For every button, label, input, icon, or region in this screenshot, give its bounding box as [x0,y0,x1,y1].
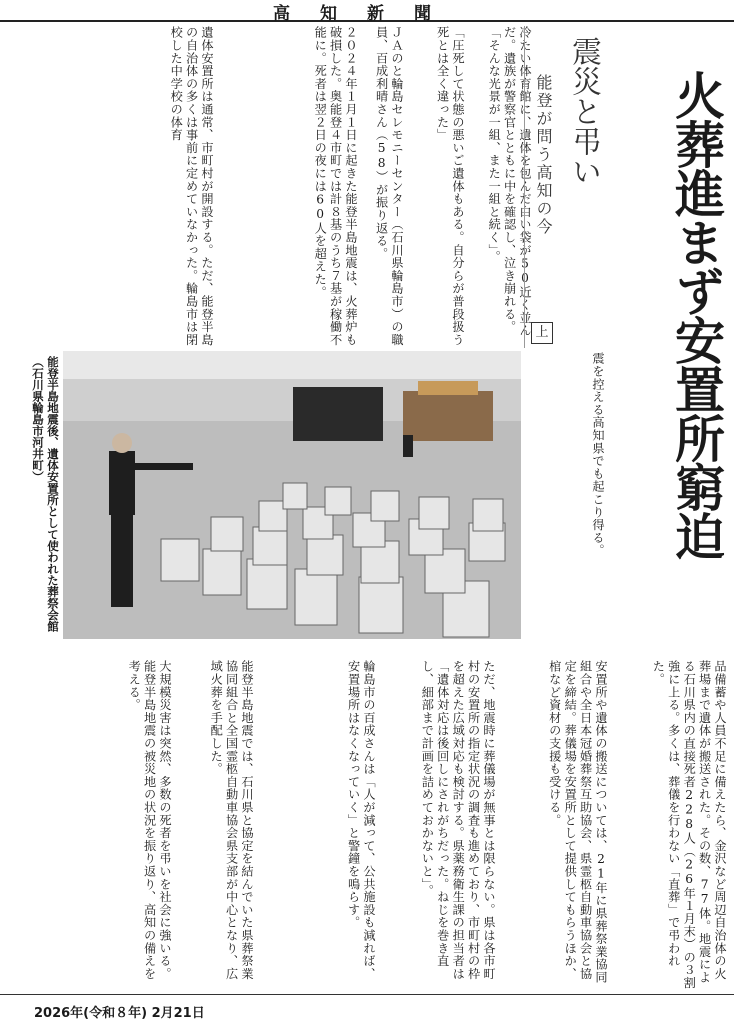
article-column-5: 遺体安置所は通常、市町村が開設する。ただ、能登半島の自治体の多くは事前に定めていなかった。輪島市は閉校した中学校の体育 [169,26,214,346]
photo-scene [63,351,521,639]
article-column-2: 「圧死して状態の悪いご遺体もある。自分らが普段扱う死とは全く違った」 [435,26,465,346]
article-column-7: 品備蓄や人員不足に備えたら、金沢など周辺自治体の火葬場まで遺体が搬送された。その数、77体。地震による石川県内の直接死者228人（26年１月末）の３割強に上る。多くは、葬儀を行わない「直葬」で弔われた。 [651,660,727,989]
article-column-6: 震を控える高知県でも起こり得る。 [591,352,605,557]
article-column-4: ２０２４年１月１日に起きた能登半島地震は、火葬炉も破損した。奥能登４市町では計８基のうち７基が稼働不能に。死者は翌２日の夜には60人を超えた。 [313,26,358,346]
spacer-4 [218,26,219,27]
date: 2026年(令和８年) 2月21日 [34,1006,205,1021]
article-column-12: 大規模災害は突然、多数の死者を弔いを社会に強いる。能登半島地震の被災地の状況を振り返り、高知の備えを考える。 [127,660,172,980]
photo-caption: 能登半島地震後、遺体安置所として使われた葬祭会館（石川県輪島市河井町） [31,356,60,632]
article-column-9: ただ、地震時に葬儀場が無事とは限らない。県は各市町村の安置所の指定状況の調査も進めており、市町村の枠を超えた広域対応も検討する。県薬務衛生課の担当者は「遺体対応は後回しにされがちだった。ねじを巻き直し、細部まで計画を詰めておかないと」。 [420,660,496,980]
series-part: 上 [531,322,553,344]
series-title: 震災と弔い [566,36,601,186]
spacer [458,26,459,27]
series-subtitle: 能登が問う高知の今 [534,74,553,236]
spacer-2 [231,26,232,27]
masthead-title: 高知新聞 [273,4,461,24]
photo [63,351,521,639]
headline: 火葬進まず安置所窮迫 [667,70,725,560]
spacer-3 [525,352,526,353]
article-column-10: 輪島市の百成さんは「人が減って、公共施設も減れば、安置場所はなくなっていく」と警鐘を鳴らす。 [346,660,376,980]
date-line [0,996,734,1024]
article-column-11: 能登半島地震では、石川県と協定を結んでいた県葬祭業協同組合と全国霊柩自動車協会県支部が中心となり、広域火葬を手配した。 [209,660,254,980]
series-box [524,26,605,348]
bottom-rule [0,994,734,995]
article-column-3: ＪＡのと輪島セレモニーセンター（石川県輪島市）の職員、百成利晴さん（58）が振り返る。 [374,26,404,346]
article-column-1: 冷たい体育館に、遺体を包んだ白い袋が50近く並んだ。遺族が警察官とともに中を確認し、泣き崩れる。「そんな光景が一組、また一組と続く」。 [487,26,532,337]
article-column-8: 安置所や遺体の搬送については、21年に県葬祭業協同組合や全日本冠婚葬祭互助協会、県霊柩自動車協会と協定を締結。葬儀場を安置所として提供してもらうほか、棺など資材の支援も受ける。 [547,660,608,984]
masthead [0,0,734,22]
